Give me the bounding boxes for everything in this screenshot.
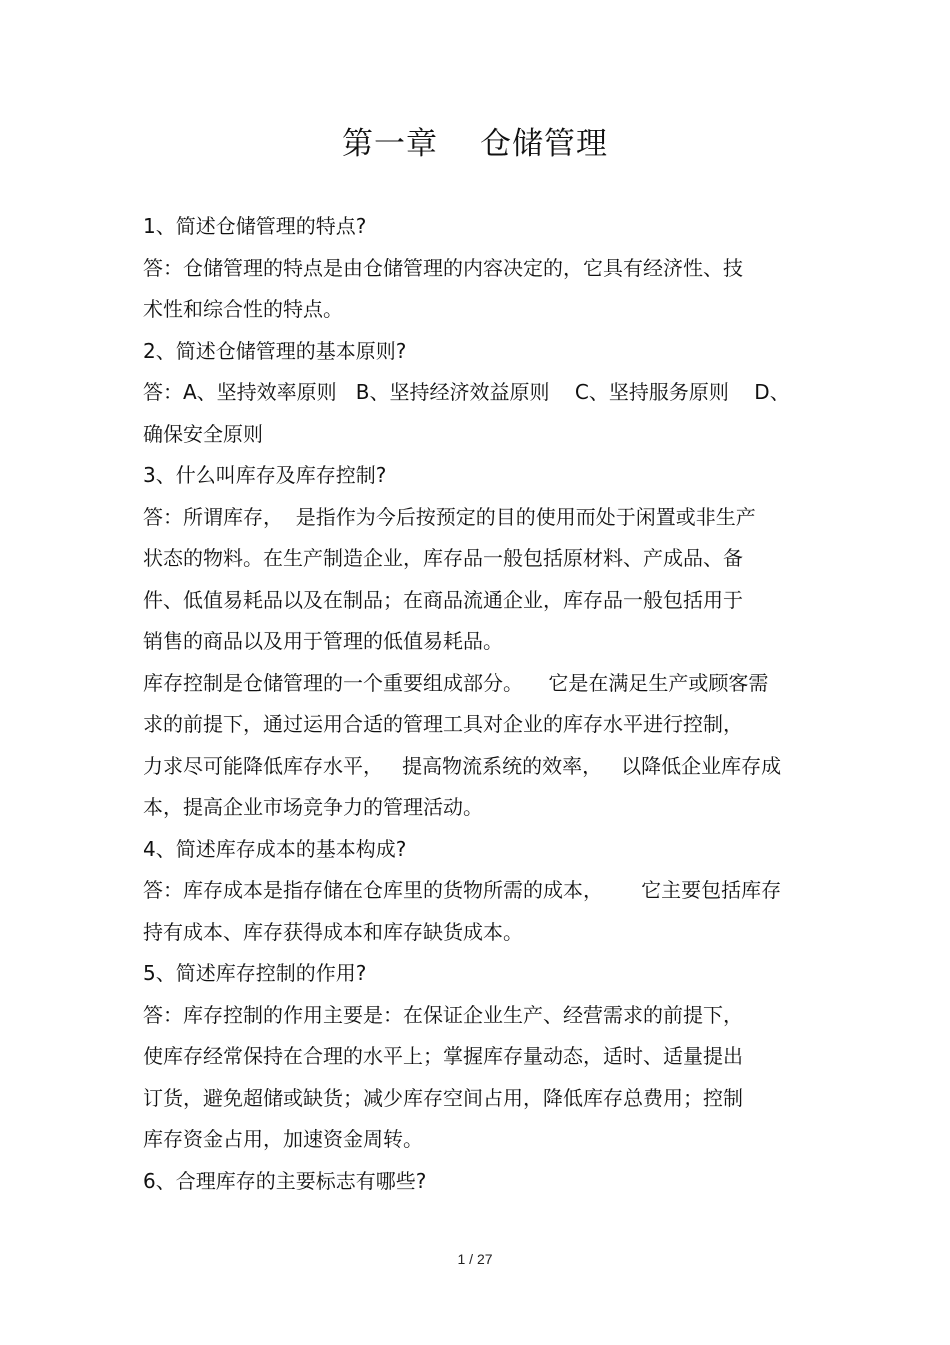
answer-5-line-2: 使库存经常保持在合理的水平上；掌握库存量动态，适时、适量提出 — [143, 1044, 743, 1068]
page-number: 1 / 27 — [457, 1251, 493, 1267]
answer-3-line-8: 本，提高企业市场竞争力的管理活动。 — [143, 795, 483, 819]
answer-2-line-2: 确保安全原则 — [143, 422, 263, 446]
answer-4-line-1: 答：库存成本是指存储在仓库里的货物所需的成本， 它主要包括库存 — [143, 878, 782, 902]
chapter-label: 第一章 — [342, 126, 438, 162]
question-5: 5、简述库存控制的作用? — [143, 961, 367, 985]
answer-3-line-4: 销售的商品以及用于管理的低值易耗品。 — [143, 629, 503, 653]
answer-3-line-3: 件、低值易耗品以及在制品；在商品流通企业，库存品一般包括用于 — [143, 588, 743, 612]
answer-5-line-4: 库存资金占用，加速资金周转。 — [143, 1127, 423, 1151]
answer-5-line-1: 答：库存控制的作用主要是：在保证企业生产、经营需求的前提下， — [143, 1003, 743, 1027]
answer-3-line-6: 求的前提下，通过运用合适的管理工具对企业的库存水平进行控制， — [143, 712, 743, 736]
answer-3-line-7: 力求尽可能降低库存水平， 提高物流系统的效率， 以降低企业库存成 — [143, 754, 782, 778]
answer-1-line-2: 术性和综合性的特点。 — [143, 297, 343, 321]
question-6: 6、合理库存的主要标志有哪些? — [143, 1169, 427, 1193]
question-3: 3、什么叫库存及库存控制? — [143, 463, 387, 487]
chapter-title: 仓储管理 — [480, 126, 608, 162]
question-2: 2、简述仓储管理的基本原则? — [143, 339, 407, 363]
answer-5-line-3: 订货，避免超储或缺货；减少库存空间占用，降低库存总费用；控制 — [143, 1086, 743, 1110]
answer-3-line-2: 状态的物料。在生产制造企业，库存品一般包括原材料、产成品、备 — [143, 546, 743, 570]
answer-1-line-1: 答：仓储管理的特点是由仓储管理的内容决定的，它具有经济性、技 — [143, 256, 743, 280]
question-4: 4、简述库存成本的基本构成? — [143, 837, 407, 861]
answer-2-line-1: 答：A、坚持效率原则 B、坚持经济效益原则 C、坚持服务原则 D、 — [143, 380, 790, 404]
chapter-heading — [0, 118, 950, 163]
answer-3-line-5: 库存控制是仓储管理的一个重要组成部分。 它是在满足生产或顾客需 — [143, 671, 769, 695]
answer-4-line-2: 持有成本、库存获得成本和库存缺货成本。 — [143, 920, 523, 944]
answer-3-line-1: 答：所谓库存， 是指作为今后按预定的目的使用而处于闲置或非生产 — [143, 505, 756, 529]
question-1: 1、简述仓储管理的特点? — [143, 214, 367, 238]
